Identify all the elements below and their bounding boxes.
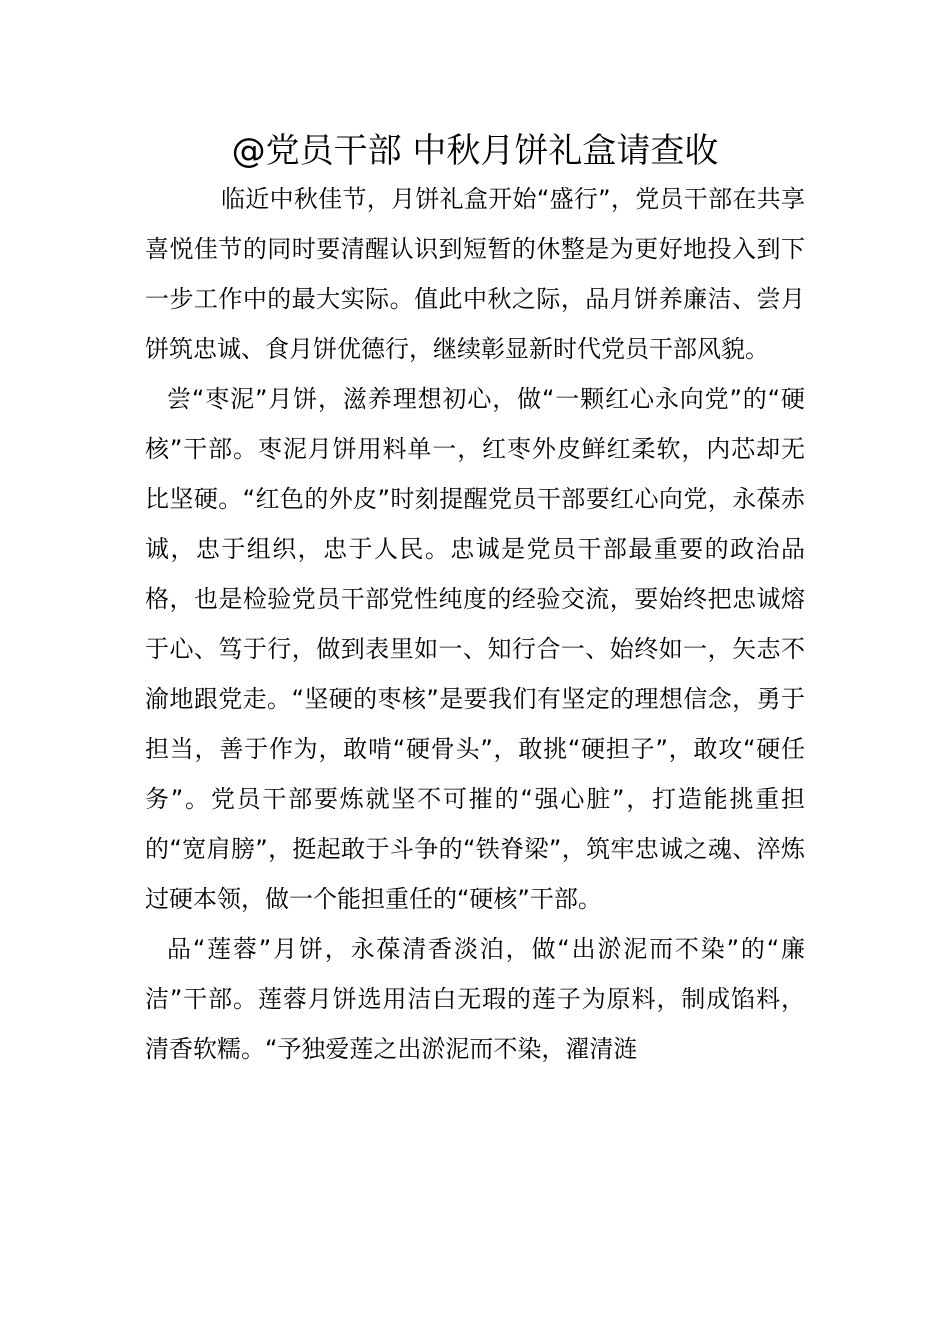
document-page — [145, 128, 805, 1074]
paragraph-jujube-mooncake: 尝“枣泥”月饼，滋养理想初心，做“一颗红心永向党”的“硬核”干部。枣泥月饼用料单一，红枣外皮鲜红柔软，内芯却无比坚硬。“红色的外皮”时刻提醒党员干部要红心向党，永葆赤诚，忠于组织，忠于人民。忠诚是党员干部最重要的政治品格，也是检验党员干部党性纯度的经验交流，要始终把忠诚熔于心、笃于行，做到表里如一、知行合一、始终如一，矢志不渝地跟党走。“坚硬的枣核”是要我们有坚定的理想信念，勇于担当，善于作为，敢啃“硬骨头”，敢挑“硬担子”，敢攻“硬任务”。党员干部要炼就坚不可摧的“强心脏”，打造能挑重担的“宽肩膀”，挺起敢于斗争的“铁脊梁”，筑牢忠诚之魂、淬炼过硬本领，做一个能担重任的“硬核”干部。 — [145, 385, 805, 913]
paragraph-intro: 临近中秋佳节，月饼礼盒开始“盛行”，党员干部在共享喜悦佳节的同时要清醒认识到短暂的休整是为更好地投入到下一步工作中的最大实际。值此中秋之际，品月饼养廉洁、尝月饼筑忠诚、食月饼优德行，继续彰显新时代党员干部风貌。 — [145, 185, 805, 363]
paragraph-lotus-mooncake: 品“莲蓉”月饼，永葆清香淡泊，做“出淤泥而不染”的“廉洁”干部。莲蓉月饼选用洁白无瑕的莲子为原料，制成馅料，清香软糯。“予独爱莲之出淤泥而不染，濯清涟 — [145, 935, 805, 1063]
document-title: @党员干部 中秋月饼礼盒请查收 — [231, 131, 719, 171]
